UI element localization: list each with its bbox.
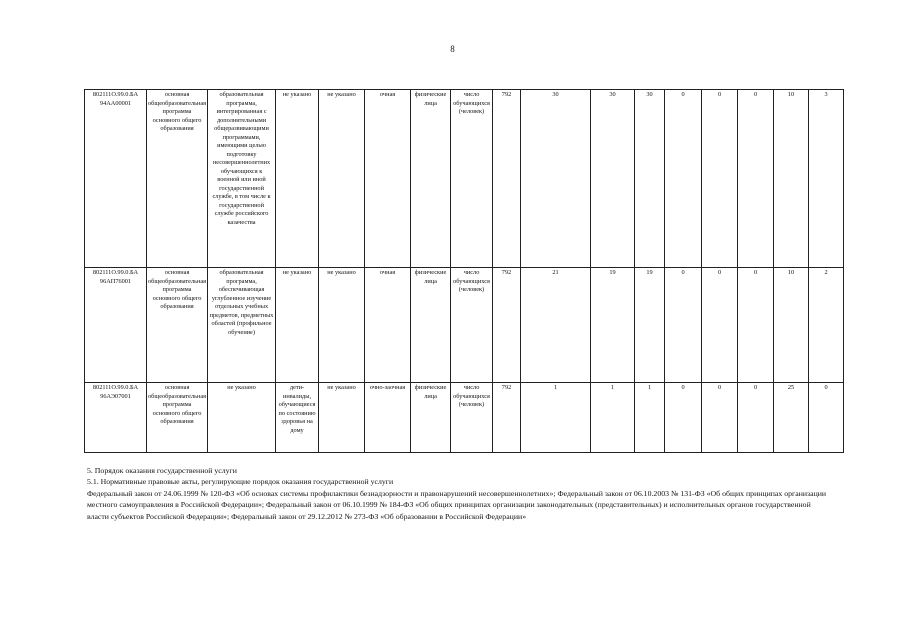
price-year3-cell: 0: [738, 383, 774, 453]
table-row: [85, 268, 844, 383]
price-year1-cell: 0: [665, 268, 702, 383]
place-cell: не указано: [319, 268, 365, 383]
price-year1-cell: 0: [665, 90, 702, 268]
deviation-abs-cell: 3: [809, 90, 844, 268]
registry-code-cell: 802111О.99.0.БА 96АП76001: [85, 268, 147, 383]
deviation-abs-cell: 0: [809, 383, 844, 453]
education-form-cell: очно-заочная: [365, 383, 411, 453]
place-cell: не указано: [319, 383, 365, 453]
okei-code-cell: 792: [493, 383, 521, 453]
legal-acts-text: Федеральный закон от 24.06.1999 № 120-ФЗ «Об основах системы профилактики безнадзорности и правонарушений несовершеннолетних»; Федеральный закон от 06.10.2003 № 131-ФЗ «Об общих принципах организации местного самоуправления в Российской Федерации»; Федеральный закон от 06.10.1999 № 184-ФЗ «Об общих принципах организации законодательных (представительных) и исполнительных органов государственной власти субъектов Российской Федерации»; Федеральный закон от 29.12.2012 № 273-ФЗ «Об образовании в Российской Федерации»: [87, 488, 827, 521]
education-form-cell: очная: [365, 90, 411, 268]
price-year2-cell: 0: [702, 383, 738, 453]
table-row: [85, 383, 844, 453]
value-year2-cell: 30: [591, 90, 635, 268]
student-category-cell: дети-инвалиды, обучающиеся по состоянию здоровья на дому: [276, 383, 319, 453]
price-year3-cell: 0: [738, 90, 774, 268]
section-5-1-heading: 5.1. Нормативные правовые акты, регулирующие порядок оказания государственной услуги: [87, 477, 394, 487]
service-volume-table: [84, 89, 844, 453]
deviation-cell: 25: [774, 383, 809, 453]
service-procedure-section: [87, 465, 827, 522]
value-year3-cell: 1: [635, 383, 665, 453]
price-year2-cell: 0: [702, 90, 738, 268]
program-description-cell: образовательная программа, обеспечивающая углубленное изучение отдельных учебных предметов, предметных областей (профильное обучение): [208, 268, 276, 383]
place-cell: не указано: [319, 90, 365, 268]
okei-code-cell: 792: [493, 268, 521, 383]
program-description-cell: не указано: [208, 383, 276, 453]
deviation-abs-cell: 2: [809, 268, 844, 383]
okei-code-cell: 792: [493, 90, 521, 268]
program-type-cell: основная общеобразовательная программа основного общего образования: [147, 90, 208, 268]
education-form-cell: очная: [365, 268, 411, 383]
price-year1-cell: 0: [665, 383, 702, 453]
consumers-cell: физические лица: [411, 383, 451, 453]
price-year2-cell: 0: [702, 268, 738, 383]
registry-code-cell: 802111О.99.0.БА 96АЭ07001: [85, 383, 147, 453]
value-year3-cell: 30: [635, 90, 665, 268]
value-year1-cell: 1: [521, 383, 591, 453]
consumers-cell: физические лица: [411, 90, 451, 268]
program-type-cell: основная общеобразовательная программа основного общего образования: [147, 383, 208, 453]
page-number: 8: [450, 44, 455, 54]
value-year1-cell: 21: [521, 268, 591, 383]
student-category-cell: не указано: [276, 90, 319, 268]
value-year3-cell: 19: [635, 268, 665, 383]
deviation-cell: 10: [774, 90, 809, 268]
price-year3-cell: 0: [738, 268, 774, 383]
deviation-cell: 10: [774, 268, 809, 383]
indicator-name-cell: число обучающихся (человек): [451, 383, 493, 453]
value-year2-cell: 19: [591, 268, 635, 383]
value-year2-cell: 1: [591, 383, 635, 453]
indicator-name-cell: число обучающихся (человек): [451, 90, 493, 268]
student-category-cell: не указано: [276, 268, 319, 383]
program-type-cell: основная общеобразовательная программа основного общего образования: [147, 268, 208, 383]
registry-code-cell: 802111О.99.0.БА 94АА00001: [85, 90, 147, 268]
consumers-cell: физические лица: [411, 268, 451, 383]
table-row: [85, 90, 844, 268]
value-year1-cell: 30: [521, 90, 591, 268]
program-description-cell: образовательная программа, интегрированная с дополнительными общеразвивающими программами, имеющими целью подготовку несовершеннолетних обучающихся к военной или иной государственной службе, в том числе к государственной службе российского казачества: [208, 90, 276, 268]
section-5-heading: 5. Порядок оказания государственной услуги: [87, 466, 237, 475]
indicator-name-cell: число обучающихся (человек): [451, 268, 493, 383]
